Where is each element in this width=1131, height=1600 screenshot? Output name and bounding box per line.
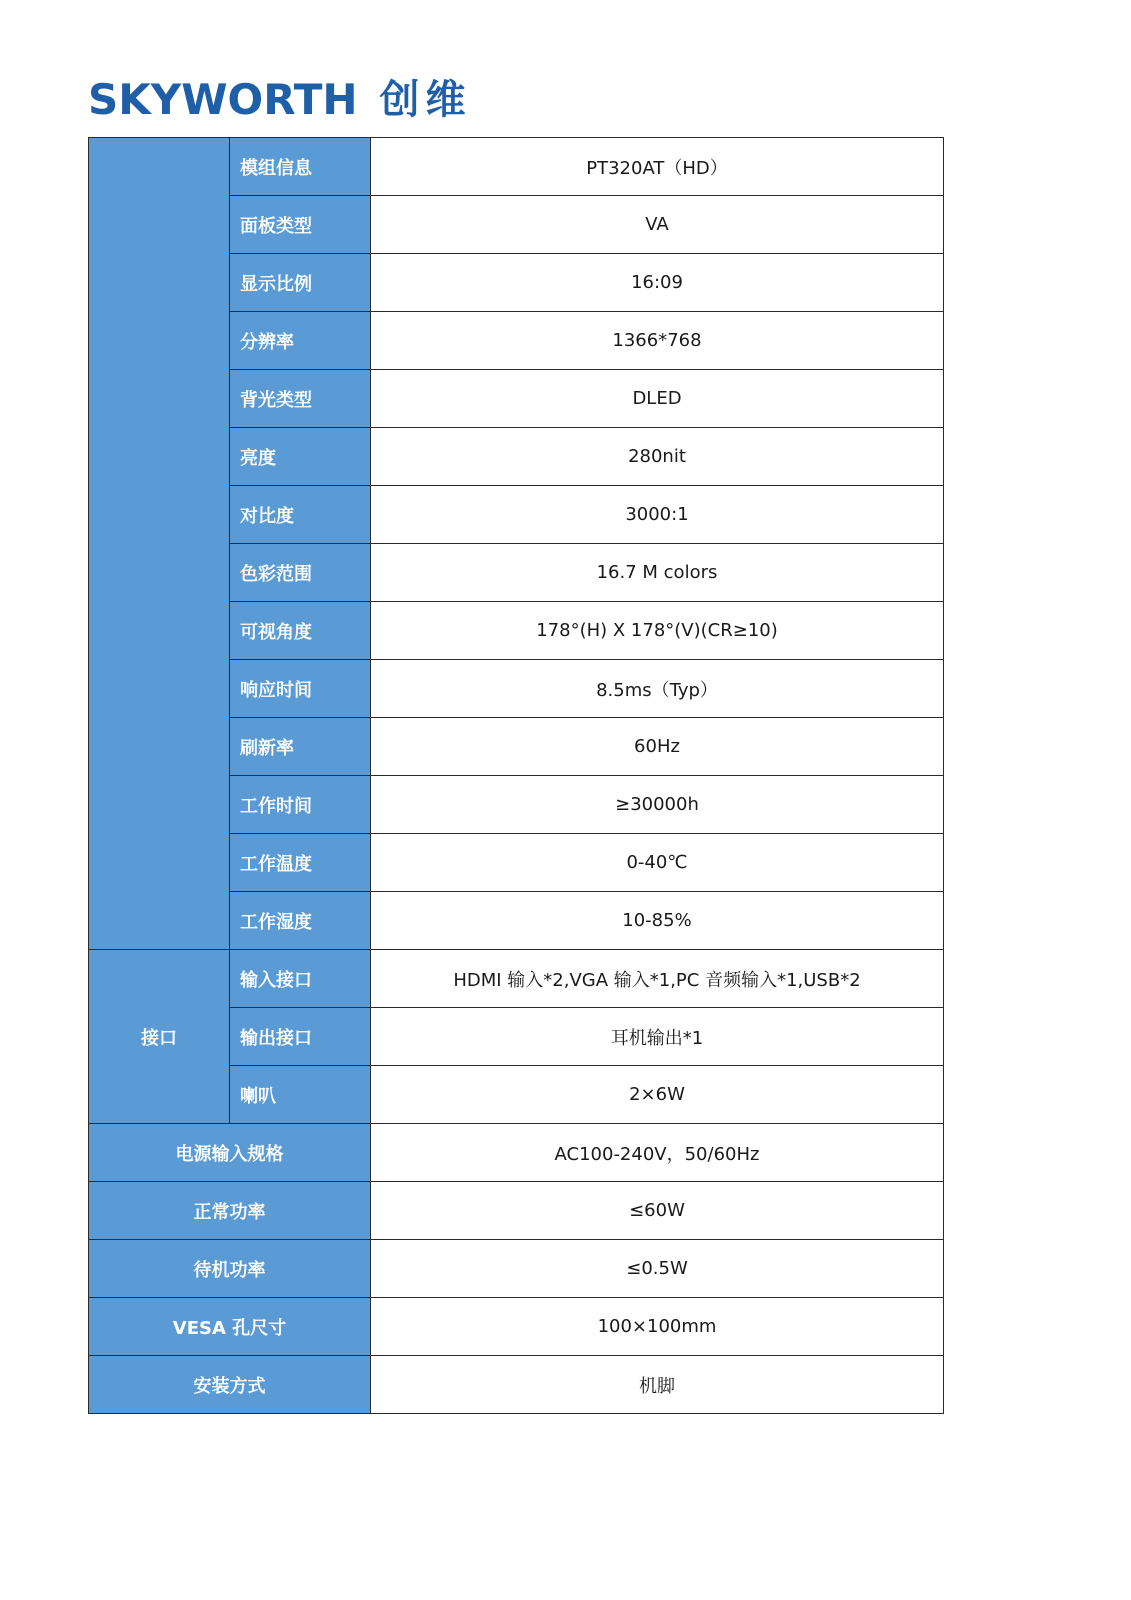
spec-table	[88, 137, 944, 1414]
spec-label: 亮度	[230, 428, 371, 486]
spec-value: HDMI 输入*2,VGA 输入*1,PC 音频输入*1,USB*2	[371, 950, 944, 1008]
spec-value: 60Hz	[371, 718, 944, 776]
table-row	[89, 138, 944, 196]
spec-value: VA	[371, 196, 944, 254]
spec-value: DLED	[371, 370, 944, 428]
table-row	[89, 1182, 944, 1240]
logo-text-cn: 创维	[379, 77, 472, 123]
spec-label: 输入接口	[230, 950, 371, 1008]
table-row	[89, 1298, 944, 1356]
spec-label: 色彩范围	[230, 544, 371, 602]
spec-label: 喇叭	[230, 1066, 371, 1124]
spec-label: 响应时间	[230, 660, 371, 718]
spec-value: ≤60W	[371, 1182, 944, 1240]
spec-label: 安装方式	[89, 1356, 371, 1414]
spec-value: ≥30000h	[371, 776, 944, 834]
category-cell-interface: 接口	[89, 950, 230, 1124]
logo-text-en: SKYWORTH	[88, 75, 358, 124]
spec-label: 输出接口	[230, 1008, 371, 1066]
spec-value: 16:09	[371, 254, 944, 312]
table-row	[89, 1356, 944, 1414]
spec-value: 16.7 M colors	[371, 544, 944, 602]
spec-value: 耳机输出*1	[371, 1008, 944, 1066]
spec-value: AC100-240V，50/60Hz	[371, 1124, 944, 1182]
spec-value: 280nit	[371, 428, 944, 486]
spec-label: 背光类型	[230, 370, 371, 428]
spec-value: PT320AT（HD）	[371, 138, 944, 196]
brand-logo	[88, 72, 472, 128]
spec-label: 待机功率	[89, 1240, 371, 1298]
spec-value: 100×100mm	[371, 1298, 944, 1356]
spec-label: VESA 孔尺寸	[89, 1298, 371, 1356]
spec-value: ≤0.5W	[371, 1240, 944, 1298]
spec-label: 工作时间	[230, 776, 371, 834]
spec-label: 正常功率	[89, 1182, 371, 1240]
table-row	[89, 1240, 944, 1298]
table-row	[89, 1124, 944, 1182]
spec-value: 1366*768	[371, 312, 944, 370]
spec-value: 3000:1	[371, 486, 944, 544]
spec-value: 178°(H) X 178°(V)(CR≥10)	[371, 602, 944, 660]
spec-label: 面板类型	[230, 196, 371, 254]
spec-value: 0-40℃	[371, 834, 944, 892]
spec-label: 可视角度	[230, 602, 371, 660]
spec-label: 工作温度	[230, 834, 371, 892]
table-row	[89, 950, 944, 1008]
spec-label: 对比度	[230, 486, 371, 544]
spec-label: 模组信息	[230, 138, 371, 196]
category-cell-display	[89, 138, 230, 950]
spec-label: 分辨率	[230, 312, 371, 370]
spec-value: 2×6W	[371, 1066, 944, 1124]
spec-label: 刷新率	[230, 718, 371, 776]
spec-label: 显示比例	[230, 254, 371, 312]
spec-value: 8.5ms（Typ）	[371, 660, 944, 718]
spec-value: 10-85%	[371, 892, 944, 950]
spec-label: 电源输入规格	[89, 1124, 371, 1182]
spec-label: 工作湿度	[230, 892, 371, 950]
spec-value: 机脚	[371, 1356, 944, 1414]
